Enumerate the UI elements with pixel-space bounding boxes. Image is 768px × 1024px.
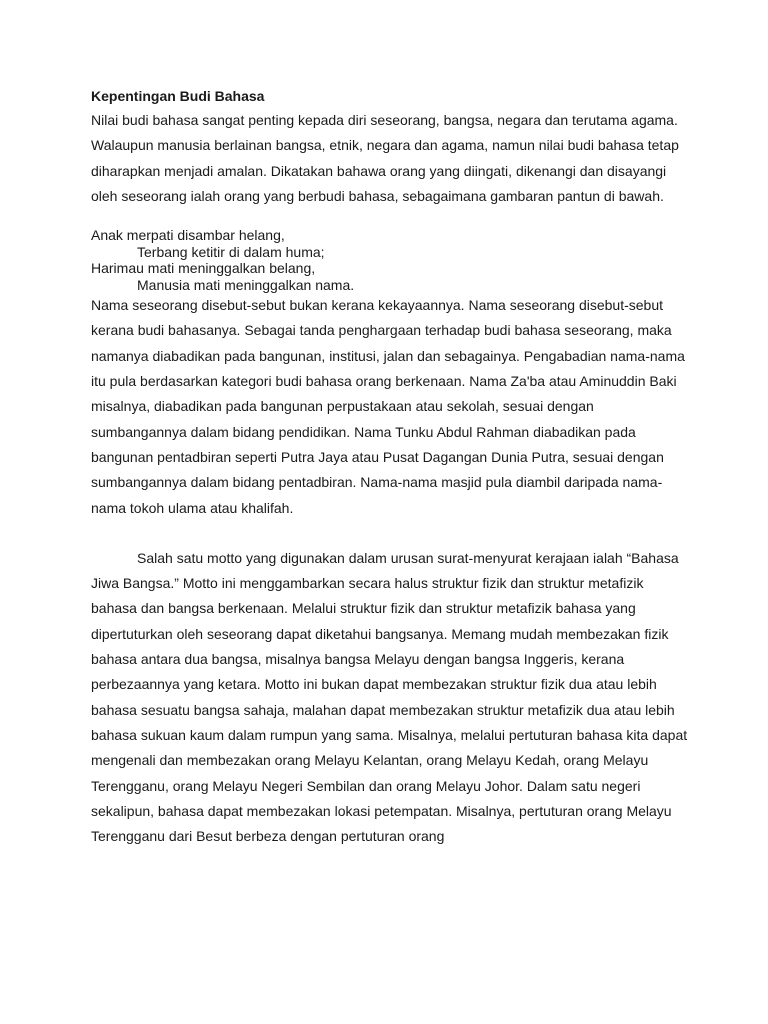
paragraph-motto: Salah satu motto yang digunakan dalam urusan surat-menyurat kerajaan ialah “Bahasa Jiwa Bangsa.” Motto ini menggambarkan secara halus struktur fizik dan struktur metafizik bahasa dan bangsa berkenaan. Melalui struktur fizik dan struktur metafizik bahasa yang dipertuturkan oleh seseorang dapat diketahui bangsanya. Memang mudah membezakan fizik bahasa antara dua bangsa, misalnya bangsa Melayu dengan bangsa Inggeris, kerana perbezaannya yang ketara. Motto ini bukan dapat membezakan struktur fizik dua atau lebih bahasa sesuatu bangsa sahaja, malahan dapat membezakan struktur metafizik dua atau lebih bahasa sukuan kaum dalam rumpun yang sama. Misalnya, melalui pertuturan bahasa kita dapat mengenali dan membezakan orang Melayu Kelantan, orang Melayu Kedah, orang Melayu Terengganu, orang Melayu Negeri Sembilan dan orang Melayu Johor. Dalam satu negeri sekalipun, bahasa dapat membezakan lokasi petempatan. Misalnya, pertuturan orang Melayu Terengganu dari Besut berbeza dengan pertuturan orang — [91, 549, 688, 845]
paragraph-names: Nama seseorang disebut-sebut bukan kerana kekayaannya. Nama seseorang disebut-sebut kerana budi bahasanya. Sebagai tanda penghargaan terhadap budi bahasa seseorang, maka namanya diabadikan pada bangunan, institusi, jalan dan sebagainya. Pengabadian nama-nama itu pula berdasarkan kategori budi bahasa orang berkenaan. Nama Za'ba atau Aminuddin Baki misalnya, diabadikan pada bangunan perpustakaan atau sekolah, sesuai dengan sumbangannya dalam bidang pendidikan. Nama Tunku Abdul Rahman diabadikan pada bangunan pentadbiran seperti Putra Jaya atau Pusat Dagangan Dunia Putra, sesuai dengan sumbangannya dalam bidang pentadbiran. Nama-nama masjid pula diambil daripada nama-nama tokoh ulama atau khalifah. — [91, 297, 685, 516]
document-body — [91, 84, 691, 849]
pantun-verse — [91, 227, 691, 293]
pantun-line-4: Manusia mati meninggalkan nama. — [137, 276, 355, 293]
pantun-line-2: Terbang ketitir di dalam huma; — [137, 243, 325, 260]
document-title: Kepentingan Budi Bahasa — [91, 88, 265, 104]
paragraph-intro: Nilai budi bahasa sangat penting kepada diri seseorang, bangsa, negara dan terutama agama. Walaupun manusia berlainan bangsa, etnik, negara dan agama, namun nilai budi bahasa tetap diharapkan menjadi amalan. Dikatakan bahawa orang yang diingati, dikenangi dan disayangi oleh seseorang ialah orang yang berbudi bahasa, sebagaimana gambaran pantun di bawah. — [91, 112, 679, 204]
pantun-line-1: Anak merpati disambar helang, — [91, 227, 285, 244]
pantun-line-3: Harimau mati meninggalkan belang, — [91, 260, 316, 277]
